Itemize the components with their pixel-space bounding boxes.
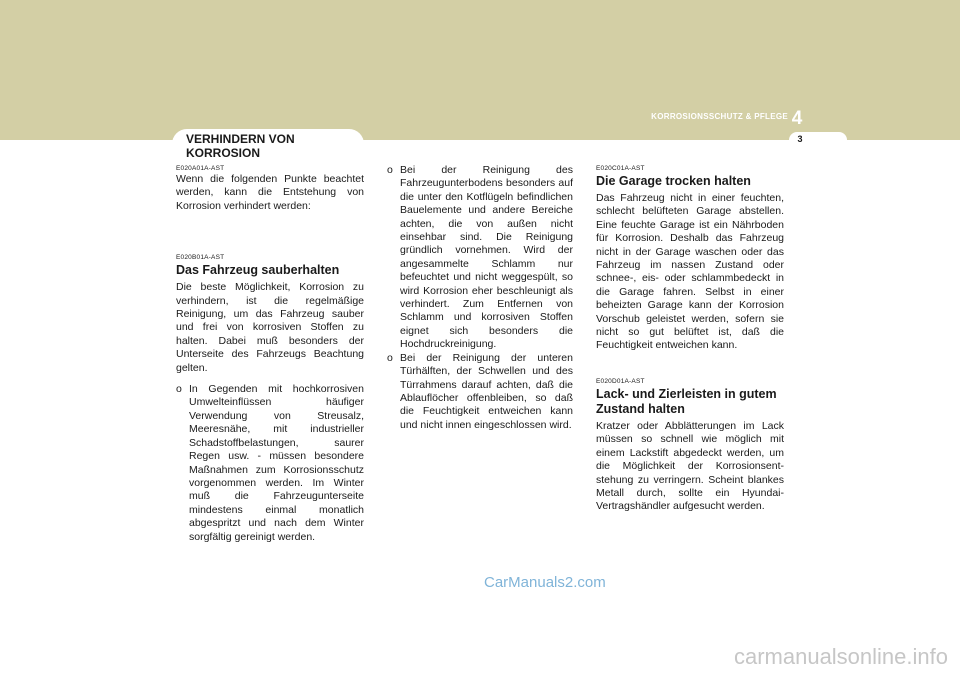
bullet-mark: o <box>387 164 393 176</box>
sec1-code: E020B01A-AST <box>176 254 225 262</box>
bullet-text: Bei der Reinigung der unteren Türhälften, der Schwellen und des Türrahmens darauf achten, daß die Ablauflöcher offenbleiben, so daß die Feuchtigkeit entweichen kann und nicht innen eingeschlossen wird. <box>400 351 573 431</box>
bullet-item <box>387 164 573 352</box>
right-column <box>596 164 784 514</box>
bullet-item <box>387 352 573 432</box>
header-band <box>0 0 960 140</box>
bullet-text: Bei der Reinigung des Fahrzeugunterbodens besonders auf die unter den Kotflügeln befindlichen Bauelemente und andere Bereiche achten, die von außen nicht einsehbar sind. Die Reinigung gründlich vornehmen. Wird der angesammelte Schlamm nur befeuchtet und nicht weggespült, so wird Korrosion eher beschleunigt als verhindert. Zum Entfernen von Schlamm und korrosiven Stoffen eignet sich besonders die Hochdruckreinigung. <box>400 164 573 351</box>
chapter-number: 4 <box>791 108 803 129</box>
watermark-carmanuals2: CarManuals2.com <box>484 574 606 591</box>
section-title: VERHINDERN VON KORROSION <box>186 132 295 160</box>
left-column <box>176 164 364 544</box>
intro-code: E020A01A-AST <box>176 165 225 172</box>
bullet-mark: o <box>387 351 393 364</box>
sec1-text: Die beste Möglichkeit, Korrosion zu verhindern, ist die regelmäßige Reinigung, um das Fahrzeug sauber und frei von korrosiven Stoffen zu halten. Dabei muß besonders der Unterseite des Fahrzeugs Beachtung gelten. <box>176 281 364 374</box>
sec1-heading: Das Fahrzeug sauberhalten <box>176 263 340 278</box>
sec2-text: Das Fahrzeug nicht in einer feuchten, schlecht belüfteten Garage abstellen. Eine feuchte Garage ist ein Nährboden für Korrosion. Deshalb das Fahrzeug nicht in der Garage waschen oder das Fahrzeug im nassen Zustand oder schnee-, eis- oder schlammbedeckt in die Garage fahren. Selbst in einer beheizten Garage kann der Korrosion Vorschub geleistet werden, sofern sie nicht so gut belüftet ist, daß die Feuchtigkeit entweichen kann. <box>596 192 784 352</box>
sec3-code: E020D01A-AST <box>596 377 645 385</box>
page-number: 3 <box>797 134 803 144</box>
sec3-text: Kratzer oder Abblätterungen im Lack müssen so schnell wie möglich mit einem Lackstift abgedeckt werden, um die Möglichkeit der Korrosionsent-stehung zu verringern. Scheint blankes Metall durch, sollte ein Hyundai-Vertragshändler aufgesucht werden. <box>596 419 784 513</box>
bullet-text: In Gegenden mit hochkorrosiven Umwelteinflüssen häufiger Verwendung von Streusalz, Meeresnähe, mit industrieller Schadstoffbelastungen, saurer Regen usw. - müssen besondere Maßnahmen zum Korrosionsschutz vorgenommen werden. Im Winter muß die Fahrzeugunterseite mindestens einmal monatlich abgespritzt und nach dem Winter sorgfältig gereinigt werden. <box>189 383 364 543</box>
sec2-code: E020C01A-AST <box>596 165 645 172</box>
sec2-heading: Die Garage trocken halten <box>596 174 751 188</box>
bullet-mark: o <box>176 383 182 396</box>
watermark-carmanualsonline: carmanualsonline.info <box>733 644 948 669</box>
middle-column <box>387 164 573 432</box>
bullet-item <box>176 383 364 544</box>
chapter-title: KORROSIONSSCHUTZ & PFLEGE <box>651 112 788 121</box>
sec3-heading: Lack- und Zierleisten in gutem Zustand halten <box>596 386 777 416</box>
intro-text: Wenn die folgenden Punkte beachtet werden, kann die Entstehung von Korrosion verhindert werden: <box>176 173 364 212</box>
